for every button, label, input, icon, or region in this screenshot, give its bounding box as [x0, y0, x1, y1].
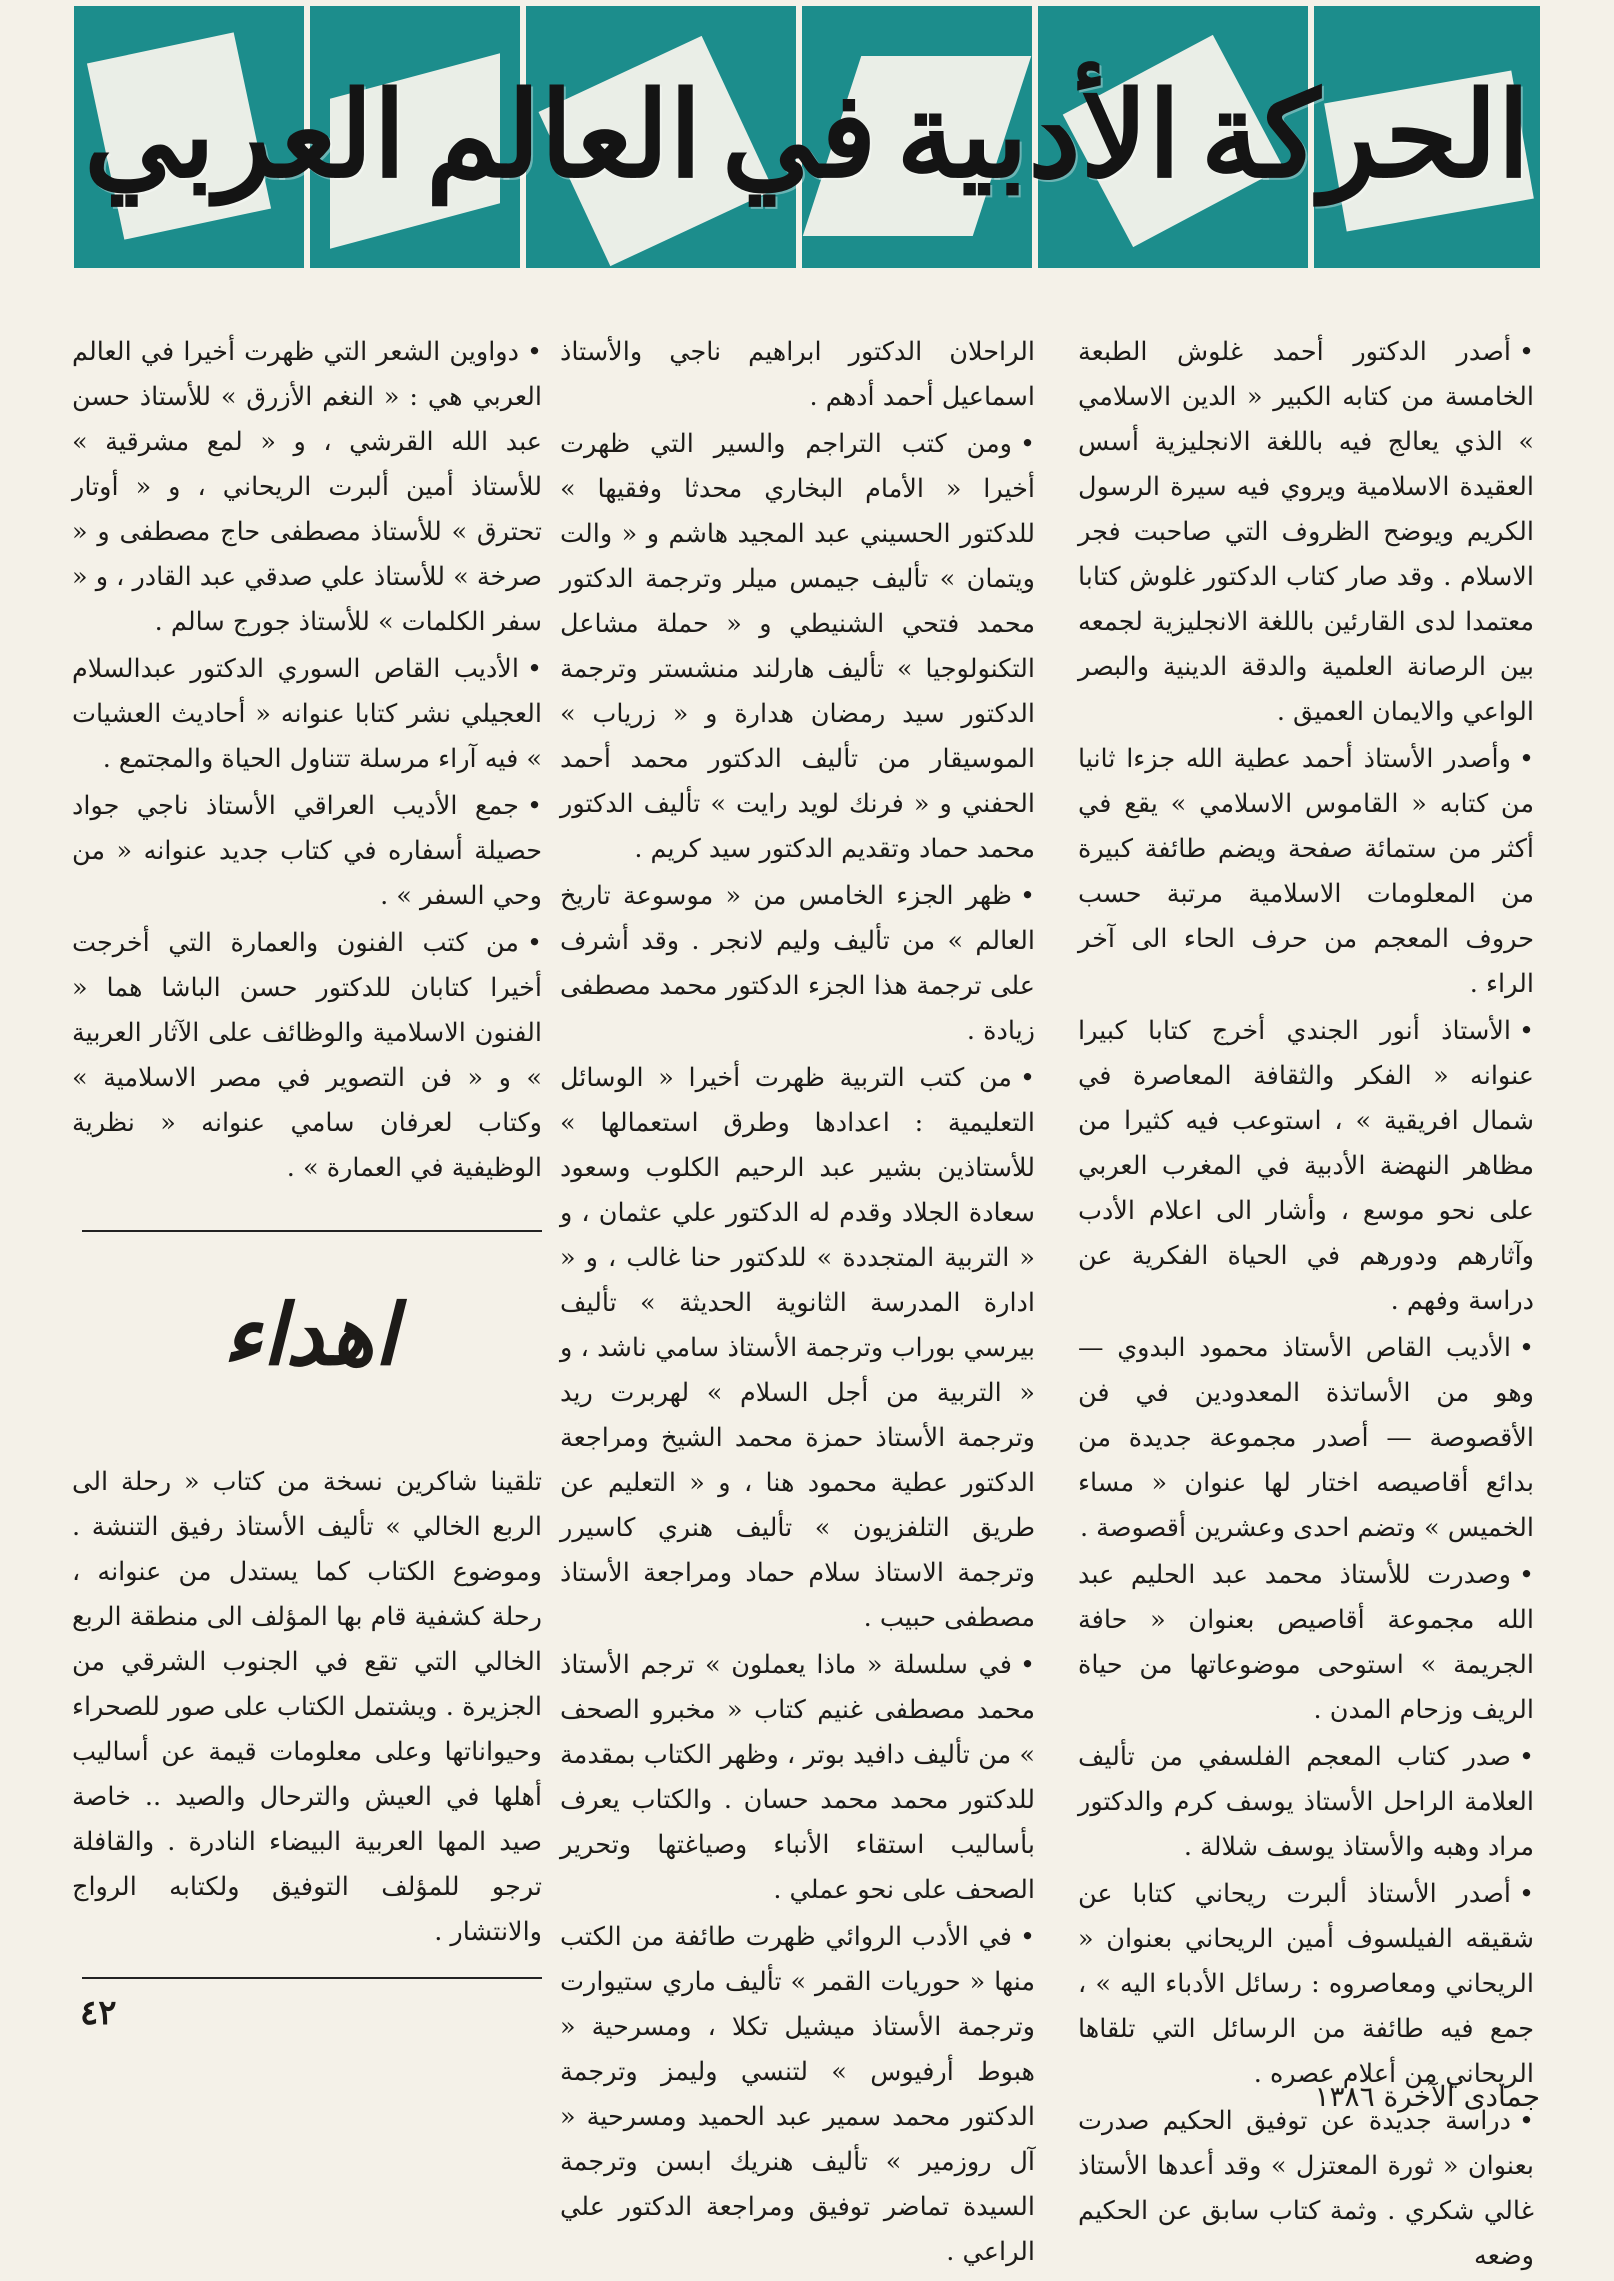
news-item: •صدر كتاب المعجم الفلسفي من تأليف العلامة الراحل الأستاذ يوسف كرم والدكتور مراد وهبه والأستاذ يوسف شلالة .: [1078, 1742, 1534, 1862]
section-divider: [82, 1977, 542, 1979]
news-item-text: أصدر الدكتور أحمد غلوش الطبعة الخامسة من كتابه الكبير « الدين الاسلامي » الذي يعالج فيه باللغة الانجليزية أسس العقيدة الاسلامية ويروي فيه سيرة الرسول الكريم ويوضح الظروف التي صاحبت فجر الاسلام . وقد صار كتاب الدكتور غلوش كتابا معتمدا لدى القارئين باللغة الانجليزية لجمعه بين الرصانة العلمية والدقة الدينية والبصر الواعي والايمان العميق .: [1078, 337, 1534, 727]
banner-panel: [1038, 6, 1308, 268]
title-banner: [74, 0, 1540, 268]
gifts-text: تلقينا شاكرين نسخة من كتاب « رحلة الى الربع الخالي » تأليف الأستاذ رفيق التنشة . وموضوع الكتاب كما يستدل من عنوانه ، رحلة كشفية قام بها المؤلف الى منطقة الربع الخالي التي تقع في الجنوب الشرقي من الجزيرة . ويشتمل الكتاب على صور للصحراء وحيواناتها وعلى معلومات قيمة عن أساليب أهلها في العيش والترحال والصيد .. خاصة صيد المها العربية البيضاء النادرة . والقافلة ترجو للمؤلف التوفيق ولكتابه الرواج والانتشار .: [72, 1467, 542, 1947]
banner-panel: [74, 6, 304, 268]
news-item: •ومن كتب التراجم والسير التي ظهرت أخيرا « الأمام البخاري محدثا وفقيها » للدكتور الحسيني عبد المجيد هاشم و « والت ويتمان » تأليف جيمس ميلر وترجمة الدكتور محمد فتحي الشنيطي و « حملة مشاعل التكنولوجيا » تأليف هارلند منشستر وترجمة الدكتور سيد رمضان هدارة و « زرياب » الموسيقار من تأليف الدكتور محمد أحمد الحفني و « فرنك لويد رايت » تأليف الدكتور محمد حماد وتقديم الدكتور سيد كريم .: [560, 429, 1035, 864]
news-item-text: ومن كتب التراجم والسير التي ظهرت أخيرا « الأمام البخاري محدثا وفقيها » للدكتور الحسيني عبد المجيد هاشم و « والت ويتمان » تأليف جيمس ميلر وترجمة الدكتور محمد فتحي الشنيطي و « حملة مشاعل التكنولوجيا » تأليف هارلند منشستر وترجمة الدكتور سيد رمضان هدارة و « زرياب » الموسيقار من تأليف الدكتور محمد أحمد الحفني و « فرنك لويد رايت » تأليف الدكتور محمد حماد وتقديم الدكتور سيد كريم .: [560, 429, 1035, 864]
news-item-text: دواوين الشعر التي ظهرت أخيرا في العالم العربي هي : « النغم الأزرق » للأستاذ حسن عبد الله القرشي ، و « لمع مشرقية » للأستاذ أمين ألبرت الريحاني ، و « أوتار تحترق » للأستاذ مصطفى حاج مصطفى و « صرخة » للأستاذ علي صدقي عبد القادر ، و « سفر الكلمات » للأستاذ جورج سالم .: [72, 337, 542, 637]
news-item-text: الراحلان الدكتور ابراهيم ناجي والأستاذ اسماعيل أحمد أدهم .: [560, 337, 1035, 412]
news-item-text: صدر كتاب المعجم الفلسفي من تأليف العلامة الراحل الأستاذ يوسف كرم والدكتور مراد وهبه والأستاذ يوسف شلالة .: [1078, 1742, 1534, 1862]
article-column-right: [1078, 330, 1534, 2281]
news-item: •جمع الأديب العراقي الأستاذ ناجي جواد حصيلة أسفاره في كتاب جديد عنوانه « من وحي السفر » .: [72, 791, 542, 911]
news-item-text: أصدر الأستاذ ألبرت ريحاني كتابا عن شقيقه الفيلسوف أمين الريحاني بعنوان « الريحاني ومعاصروه : رسائل الأدباء اليه » ، جمع فيه طائفة من الرسائل التي تلقاها الريحاني من أعلام عصره .: [1078, 1879, 1534, 2089]
news-item: •وأصدر الأستاذ أحمد عطية الله جزءا ثانيا من كتابه « القاموس الاسلامي » يقع في أكثر من ستمائة صفحة ويضم طائفة كبيرة من المعلومات الاسلامية مرتبة حسب حروف المعجم من حرف الحاء الى آخر الراء .: [1078, 744, 1534, 999]
article-column-left: [72, 330, 542, 1193]
banner-panel: [310, 6, 520, 268]
news-item-text: وأصدر الأستاذ أحمد عطية الله جزءا ثانيا من كتابه « القاموس الاسلامي » يقع في أكثر من ستمائة صفحة ويضم طائفة كبيرة من المعلومات الاسلامية مرتبة حسب حروف المعجم من حرف الحاء الى آخر الراء .: [1078, 744, 1534, 999]
news-item-text: الأديب القاص السوري الدكتور عبدالسلام العجيلي نشر كتابا عنوانه « أحاديث العشيات » فيه آراء مرسلة تتناول الحياة والمجتمع .: [72, 654, 542, 774]
news-item-text: وصدرت للأستاذ محمد عبد الحليم عبد الله مجموعة أقاصيص بعنوان « حافة الجريمة » استوحى موضوعاتها من حياة الريف وزحام المدن .: [1078, 1560, 1534, 1725]
news-item-text: في سلسلة « ماذا يعملون » ترجم الأستاذ محمد مصطفى غنيم كتاب « مخبرو الصحف » من تأليف دافيد بوتر ، وظهر الكتاب بمقدمة للدكتور محمد محمد حسان . والكتاب يعرف بأساليب استقاء الأنباء وصياغتها وتحرير الصحف على نحو عملي .: [560, 1650, 1035, 1905]
news-item: •في سلسلة « ماذا يعملون » ترجم الأستاذ محمد مصطفى غنيم كتاب « مخبرو الصحف » من تأليف دافيد بوتر ، وظهر الكتاب بمقدمة للدكتور محمد محمد حسان . والكتاب يعرف بأساليب استقاء الأنباء وصياغتها وتحرير الصحف على نحو عملي .: [560, 1650, 1035, 1905]
news-item: •الأديب القاص الأستاذ محمود البدوي — وهو من الأساتذة المعدودين في فن الأقصوصة — أصدر مجموعة جديدة من بدائع أقاصيصه اختار لها عنوان « مساء الخميس » وتضم احدى وعشرين أقصوصة .: [1078, 1333, 1534, 1543]
news-item-text: في الأدب الروائي ظهرت طائفة من الكتب منها « حوريات القمر » تأليف ماري ستيوارت وترجمة الأستاذ ميشيل تكلا ، ومسرحية « هبوط أرفيوس » لتنسي وليمز وترجمة الدكتور محمد سمير عبد الحميد ومسرحية « آل روزمير » تأليف هنريك ابسن وترجمة السيدة تماضر توفيق ومراجعة الدكتور علي الراعي .: [560, 1922, 1035, 2267]
news-item: •وصدرت للأستاذ محمد عبد الحليم عبد الله مجموعة أقاصيص بعنوان « حافة الجريمة » استوحى موضوعاتها من حياة الريف وزحام المدن .: [1078, 1560, 1534, 1725]
banner-panel: [1314, 6, 1540, 268]
news-item: •في الأدب الروائي ظهرت طائفة من الكتب منها « حوريات القمر » تأليف ماري ستيوارت وترجمة الأستاذ ميشيل تكلا ، ومسرحية « هبوط أرفيوس » لتنسي وليمز وترجمة الدكتور محمد سمير عبد الحميد ومسرحية « آل روزمير » تأليف هنريك ابسن وترجمة السيدة تماضر توفيق ومراجعة الدكتور علي الراعي .: [560, 1922, 1035, 2267]
news-item: •دراسة جديدة عن توفيق الحكيم صدرت بعنوان « ثورة المعتزل » وقد أعدها الأستاذ غالي شكري . وثمة كتاب سابق عن الحكيم وضعه: [1078, 2106, 1534, 2271]
news-item: •الأديب القاص السوري الدكتور عبدالسلام العجيلي نشر كتابا عنوانه « أحاديث العشيات » فيه آراء مرسلة تتناول الحياة والمجتمع .: [72, 654, 542, 774]
news-item-text: الأستاذ أنور الجندي أخرج كتابا كبيرا عنوانه « الفكر والثقافة المعاصرة في شمال افريقية » ، استوعب فيه كثيرا من مظاهر النهضة الأدبية في المغرب العربي على نحو موسع ، وأشار الى اعلام الأدب وآثارهم ودورهم في الحياة الفكرية عن دراسة وفهم .: [1078, 1016, 1534, 1316]
title-word: العالم: [425, 65, 702, 204]
gifts-column: [72, 1460, 542, 1957]
news-item: [560, 330, 1035, 420]
title-word: العربي: [83, 65, 406, 204]
news-item: •دواوين الشعر التي ظهرت أخيرا في العالم العربي هي : « النغم الأزرق » للأستاذ حسن عبد الله القرشي ، و « لمع مشرقية » للأستاذ أمين ألبرت الريحاني ، و « أوتار تحترق » للأستاذ مصطفى حاج مصطفى و « صرخة » للأستاذ علي صدقي عبد القادر ، و « سفر الكلمات » للأستاذ جورج سالم .: [72, 337, 542, 637]
title-word: الحركة: [1200, 65, 1531, 204]
news-item-text: جمع الأديب العراقي الأستاذ ناجي جواد حصيلة أسفاره في كتاب جديد عنوانه « من وحي السفر » .: [72, 791, 542, 911]
news-item: •من كتب التربية ظهرت أخيرا « الوسائل التعليمية : اعدادها وطرق استعمالها » للأستاذين بشير عبد الرحيم الكلوب وسعود سعادة الجلاد وقدم له الدكتور علي عثمان ، و « التربية المتجددة » للدكتور حنا غالب ، و « ادارة المدرسة الثانوية الحديثة » تأليف بيرسي بوراب وترجمة الأستاذ سامي ناشد ، و « التربية من أجل السلام » لهربرت ريد وترجمة الأستاذ حمزة محمد الشيخ ومراجعة الدكتور عطية محمود هنا ، و « التعليم عن طريق التلفزيون » تأليف هنري كاسيرر وترجمة الاستاذ سلام حماد ومراجعة الأستاذ مصطفى حبيب .: [560, 1063, 1035, 1633]
news-item-text: من كتب الفنون والعمارة التي أخرجت أخيرا كتابان للدكتور حسن الباشا هما « الفنون الاسلامية والوظائف على الآثار العربية » و « فن التصوير في مصر الاسلامية » وكتاب لعرفان سامي عنوانه « نظرية الوظيفية في العمارة » .: [72, 928, 542, 1183]
news-item: •الأستاذ أنور الجندي أخرج كتابا كبيرا عنوانه « الفكر والثقافة المعاصرة في شمال افريقية » ، استوعب فيه كثيرا من مظاهر النهضة الأدبية في المغرب العربي على نحو موسع ، وأشار الى اعلام الأدب وآثارهم ودورهم في الحياة الفكرية عن دراسة وفهم .: [1078, 1016, 1534, 1316]
title-word: الأدبية: [896, 65, 1181, 204]
page-number: ٤٢: [80, 1993, 117, 2033]
news-item-text: من كتب التربية ظهرت أخيرا « الوسائل التعليمية : اعدادها وطرق استعمالها » للأستاذين بشير عبد الرحيم الكلوب وسعود سعادة الجلاد وقدم له الدكتور علي عثمان ، و « التربية المتجددة » للدكتور حنا غالب ، و « ادارة المدرسة الثانوية الحديثة » تأليف بيرسي بوراب وترجمة الأستاذ سامي ناشد ، و « التربية من أجل السلام » لهربرت ريد وترجمة الأستاذ حمزة محمد الشيخ ومراجعة الدكتور عطية محمود هنا ، و « التعليم عن طريق التلفزيون » تأليف هنري كاسيرر وترجمة الاستاذ سلام حماد ومراجعة الأستاذ مصطفى حبيب .: [560, 1063, 1035, 1633]
article-column-middle: [560, 330, 1035, 2277]
news-item: •من كتب الفنون والعمارة التي أخرجت أخيرا كتابان للدكتور حسن الباشا هما « الفنون الاسلامية والوظائف على الآثار العربية » و « فن التصوير في مصر الاسلامية » وكتاب لعرفان سامي عنوانه « نظرية الوظيفية في العمارة » .: [72, 928, 542, 1183]
news-item-text: دراسة جديدة عن توفيق الحكيم صدرت بعنوان « ثورة المعتزل » وقد أعدها الأستاذ غالي شكري . وثمة كتاب سابق عن الحكيم وضعه: [1078, 2106, 1534, 2271]
news-item-text: ظهر الجزء الخامس من « موسوعة تاريخ العالم » من تأليف وليم لانجر . وقد أشرف على ترجمة هذا الجزء الدكتور محمد مصطفى زيادة .: [560, 881, 1035, 1046]
section-divider: [82, 1230, 542, 1232]
news-item-text: الأديب القاص الأستاذ محمود البدوي — وهو من الأساتذة المعدودين في فن الأقصوصة — أصدر مجموعة جديدة من بدائع أقاصيصه اختار لها عنوان « مساء الخميس » وتضم احدى وعشرين أقصوصة .: [1078, 1333, 1534, 1543]
news-item: •ظهر الجزء الخامس من « موسوعة تاريخ العالم » من تأليف وليم لانجر . وقد أشرف على ترجمة هذا الجزء الدكتور محمد مصطفى زيادة .: [560, 881, 1035, 1046]
banner-panel: [526, 6, 796, 268]
news-item: •أصدر الأستاذ ألبرت ريحاني كتابا عن شقيقه الفيلسوف أمين الريحاني بعنوان « الريحاني ومعاصروه : رسائل الأدباء اليه » ، جمع فيه طائفة من الرسائل التي تلقاها الريحاني من أعلام عصره .: [1078, 1879, 1534, 2089]
news-item: •أصدر الدكتور أحمد غلوش الطبعة الخامسة من كتابه الكبير « الدين الاسلامي » الذي يعالج فيه باللغة الانجليزية أسس العقيدة الاسلامية ويروي فيه سيرة الرسول الكريم ويوضح الظروف التي صاحبت فجر الاسلام . وقد صار كتاب الدكتور غلوش كتابا معتمدا لدى القارئين باللغة الانجليزية لجمعه بين الرصانة العلمية والدقة الدينية والبصر الواعي والايمان العميق .: [1078, 337, 1534, 727]
banner-panel: [802, 6, 1032, 268]
issue-date: جمادى الآخرة ١٣٨٦: [1314, 2080, 1540, 2113]
title-word: في: [721, 65, 877, 204]
gifts-heading: اهداء: [222, 1285, 398, 1384]
